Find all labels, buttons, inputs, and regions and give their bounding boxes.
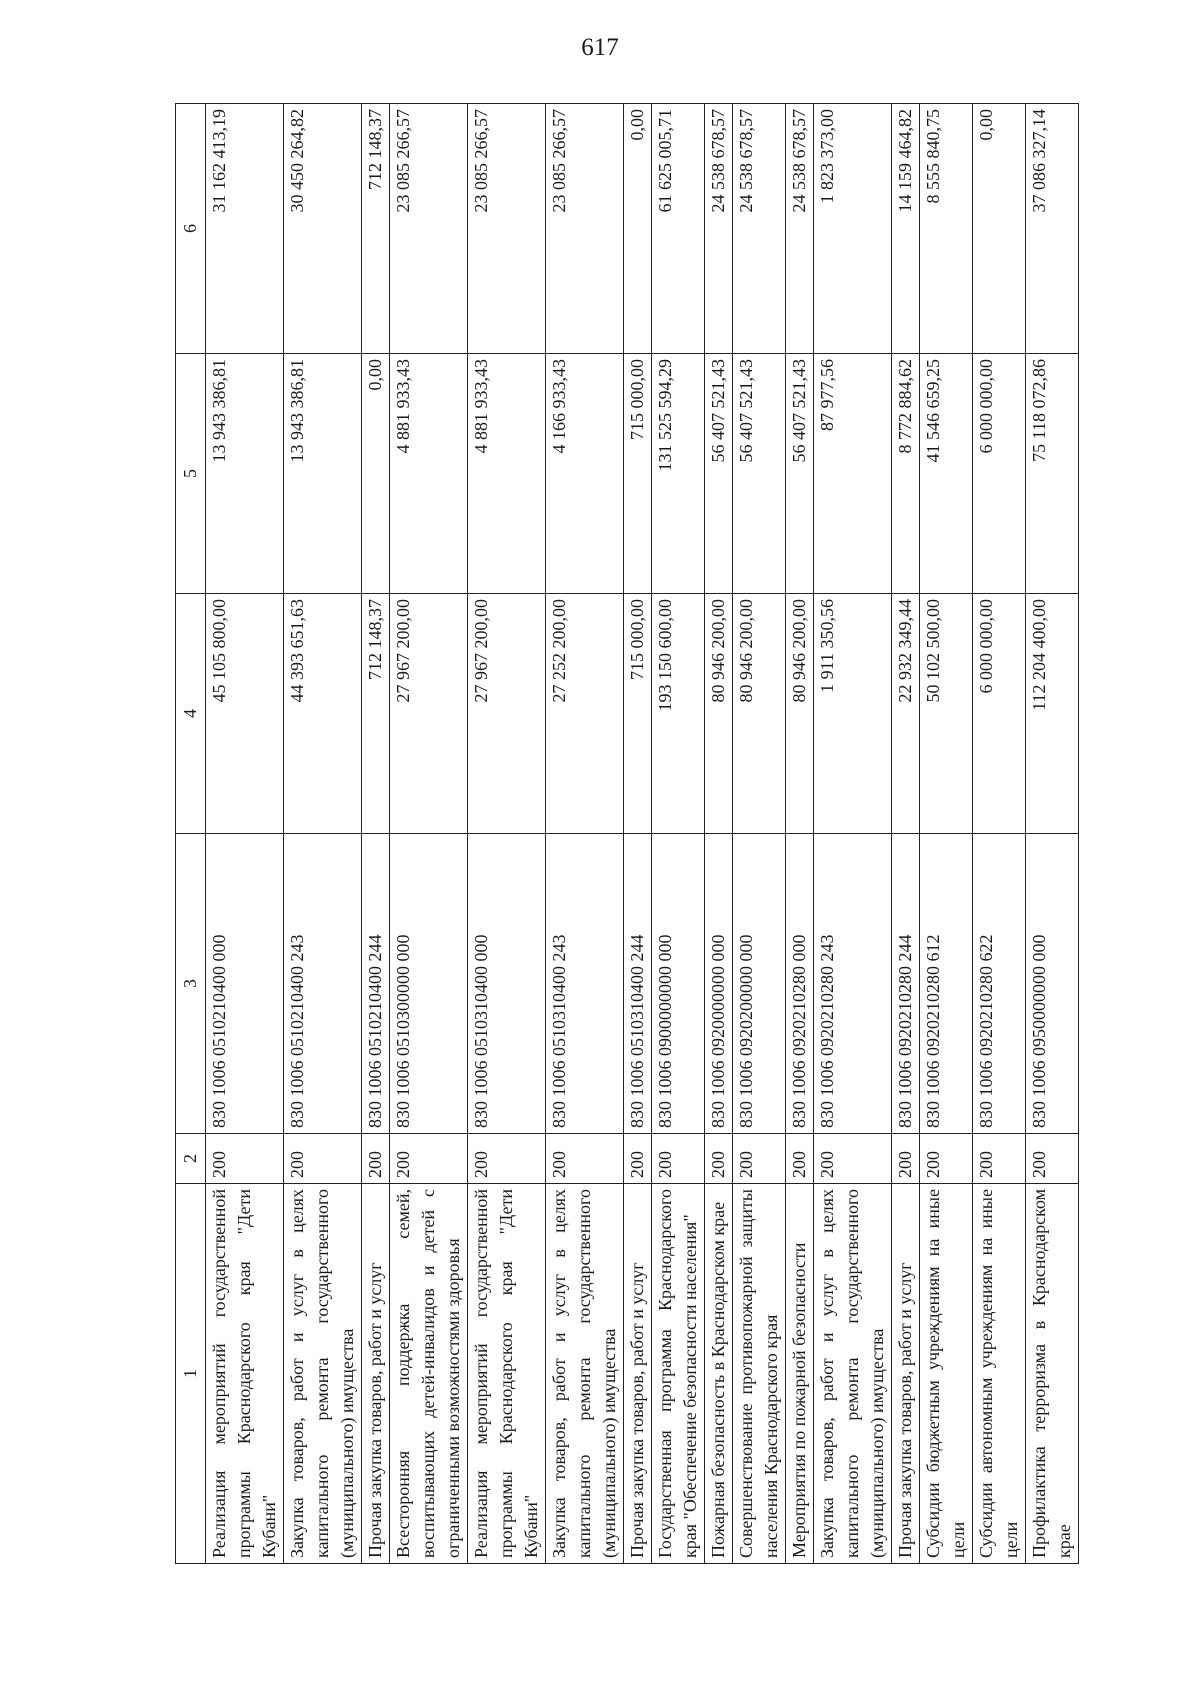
row-executed-cell: 4 166 933,43 xyxy=(546,354,624,594)
row-code-cell: 830 1006 0920000000 000 xyxy=(705,834,733,1134)
table-row xyxy=(206,104,284,1564)
row-executed-cell: 41 546 659,25 xyxy=(920,354,973,594)
table-row xyxy=(920,104,973,1564)
row-executed-cell: 75 118 072,86 xyxy=(1026,354,1079,594)
row-remaining-cell: 30 450 264,82 xyxy=(284,104,362,354)
row-code-cell: 830 1006 0950000000 000 xyxy=(1026,834,1079,1134)
row-approved-cell: 193 150 600,00 xyxy=(652,594,705,834)
row-approved-cell: 6 000 000,00 xyxy=(973,594,1026,834)
table-body xyxy=(206,104,1079,1564)
table-row xyxy=(733,104,786,1564)
row-approved-cell: 45 105 800,00 xyxy=(206,594,284,834)
row-code-cell: 830 1006 0920210280 612 xyxy=(920,834,973,1134)
row-approved-cell: 27 252 200,00 xyxy=(546,594,624,834)
row-approved-cell: 22 932 349,44 xyxy=(892,594,920,834)
header-cell: 5 xyxy=(176,354,206,594)
row-section-cell: 200 xyxy=(468,1134,546,1184)
row-approved-cell: 27 967 200,00 xyxy=(468,594,546,834)
row-approved-cell: 44 393 651,63 xyxy=(284,594,362,834)
row-remaining-cell: 61 625 005,71 xyxy=(652,104,705,354)
row-name-cell: Субсидии бюджетным учреждениям на иные цели xyxy=(920,1184,973,1564)
table-row xyxy=(390,104,468,1564)
row-section-cell: 200 xyxy=(546,1134,624,1184)
row-remaining-cell: 24 538 678,57 xyxy=(733,104,786,354)
row-executed-cell: 6 000 000,00 xyxy=(973,354,1026,594)
row-executed-cell: 0,00 xyxy=(362,354,390,594)
row-section-cell: 200 xyxy=(624,1134,652,1184)
row-remaining-cell: 0,00 xyxy=(973,104,1026,354)
row-approved-cell: 50 102 500,00 xyxy=(920,594,973,834)
row-remaining-cell: 24 538 678,57 xyxy=(705,104,733,354)
row-section-cell: 200 xyxy=(892,1134,920,1184)
row-name-cell: Прочая закупка товаров, работ и услуг xyxy=(362,1184,390,1564)
header-cell: 3 xyxy=(176,834,206,1134)
row-executed-cell: 56 407 521,43 xyxy=(705,354,733,594)
table-row xyxy=(973,104,1026,1564)
row-section-cell: 200 xyxy=(284,1134,362,1184)
table-row xyxy=(652,104,705,1564)
row-approved-cell: 80 946 200,00 xyxy=(733,594,786,834)
row-remaining-cell: 37 086 327,14 xyxy=(1026,104,1079,354)
row-name-cell: Субсидии автономным учреждениям на иные цели xyxy=(973,1184,1026,1564)
row-approved-cell: 715 000,00 xyxy=(624,594,652,834)
row-remaining-cell: 31 162 413,19 xyxy=(206,104,284,354)
row-code-cell: 830 1006 0920210280 622 xyxy=(973,834,1026,1134)
row-remaining-cell: 14 159 464,82 xyxy=(892,104,920,354)
table-row xyxy=(362,104,390,1564)
row-remaining-cell: 0,00 xyxy=(624,104,652,354)
row-remaining-cell: 23 085 266,57 xyxy=(390,104,468,354)
row-name-cell: Закупка товаров, работ и услуг в целях капитального ремонта государственного (муниципального) имущества xyxy=(814,1184,892,1564)
header-cell: 2 xyxy=(176,1134,206,1184)
row-name-cell: Мероприятия по пожарной безопасности xyxy=(786,1184,814,1564)
row-section-cell: 200 xyxy=(652,1134,705,1184)
header-row xyxy=(176,104,206,1564)
row-code-cell: 830 1006 0510310400 244 xyxy=(624,834,652,1134)
row-section-cell: 200 xyxy=(786,1134,814,1184)
row-code-cell: 830 1006 0920210280 243 xyxy=(814,834,892,1134)
row-executed-cell: 13 943 386,81 xyxy=(206,354,284,594)
table-row xyxy=(705,104,733,1564)
table-row xyxy=(892,104,920,1564)
row-code-cell: 830 1006 0920210280 000 xyxy=(786,834,814,1134)
row-executed-cell: 4 881 933,43 xyxy=(390,354,468,594)
row-remaining-cell: 8 555 840,75 xyxy=(920,104,973,354)
row-name-cell: Прочая закупка товаров, работ и услуг xyxy=(892,1184,920,1564)
row-remaining-cell: 23 085 266,57 xyxy=(468,104,546,354)
row-executed-cell: 4 881 933,43 xyxy=(468,354,546,594)
table-row xyxy=(814,104,892,1564)
row-section-cell: 200 xyxy=(1026,1134,1079,1184)
row-section-cell: 200 xyxy=(920,1134,973,1184)
row-section-cell: 200 xyxy=(733,1134,786,1184)
row-section-cell: 200 xyxy=(206,1134,284,1184)
row-name-cell: Государственная программа Краснодарского края "Обеспечение безопасности населения" xyxy=(652,1184,705,1564)
row-executed-cell: 131 525 594,29 xyxy=(652,354,705,594)
header-cell: 6 xyxy=(176,104,206,354)
row-approved-cell: 80 946 200,00 xyxy=(786,594,814,834)
row-code-cell: 830 1006 0920200000 000 xyxy=(733,834,786,1134)
row-approved-cell: 112 204 400,00 xyxy=(1026,594,1079,834)
row-remaining-cell: 24 538 678,57 xyxy=(786,104,814,354)
table-row xyxy=(1026,104,1079,1564)
table-row xyxy=(786,104,814,1564)
rotated-table-container xyxy=(175,104,1101,1564)
row-remaining-cell: 1 823 373,00 xyxy=(814,104,892,354)
row-section-cell: 200 xyxy=(362,1134,390,1184)
row-code-cell: 830 1006 0510210400 000 xyxy=(206,834,284,1134)
budget-table xyxy=(175,103,1079,1564)
row-code-cell: 830 1006 0920210280 244 xyxy=(892,834,920,1134)
row-section-cell: 200 xyxy=(390,1134,468,1184)
table-row xyxy=(284,104,362,1564)
row-name-cell: Всесторонняя поддержка семей, воспитывающих детей-инвалидов и детей с ограниченными возможностями здоровья xyxy=(390,1184,468,1564)
row-approved-cell: 712 148,37 xyxy=(362,594,390,834)
row-remaining-cell: 712 148,37 xyxy=(362,104,390,354)
row-code-cell: 830 1006 0510310400 000 xyxy=(468,834,546,1134)
row-code-cell: 830 1006 0510300000 000 xyxy=(390,834,468,1134)
row-name-cell: Закупка товаров, работ и услуг в целях капитального ремонта государственного (муниципального) имущества xyxy=(546,1184,624,1564)
header-cell: 4 xyxy=(176,594,206,834)
row-name-cell: Реализация мероприятий государственной программы Краснодарского края "Дети Кубани" xyxy=(468,1184,546,1564)
row-approved-cell: 80 946 200,00 xyxy=(705,594,733,834)
row-approved-cell: 1 911 350,56 xyxy=(814,594,892,834)
row-name-cell: Закупка товаров, работ и услуг в целях капитального ремонта государственного (муниципального) имущества xyxy=(284,1184,362,1564)
table-row xyxy=(624,104,652,1564)
row-executed-cell: 56 407 521,43 xyxy=(733,354,786,594)
table-row xyxy=(546,104,624,1564)
row-remaining-cell: 23 085 266,57 xyxy=(546,104,624,354)
page-number: 617 xyxy=(581,34,619,61)
row-approved-cell: 27 967 200,00 xyxy=(390,594,468,834)
row-executed-cell: 87 977,56 xyxy=(814,354,892,594)
row-name-cell: Совершенствование противопожарной защиты населения Краснодарского края xyxy=(733,1184,786,1564)
header-cell: 1 xyxy=(176,1184,206,1564)
table-row xyxy=(468,104,546,1564)
row-name-cell: Прочая закупка товаров, работ и услуг xyxy=(624,1184,652,1564)
row-code-cell: 830 1006 0510210400 243 xyxy=(284,834,362,1134)
row-code-cell: 830 1006 0510210400 244 xyxy=(362,834,390,1134)
row-executed-cell: 56 407 521,43 xyxy=(786,354,814,594)
row-section-cell: 200 xyxy=(814,1134,892,1184)
row-executed-cell: 13 943 386,81 xyxy=(284,354,362,594)
row-name-cell: Реализация мероприятий государственной программы Краснодарского края "Дети Кубани" xyxy=(206,1184,284,1564)
row-code-cell: 830 1006 0900000000 000 xyxy=(652,834,705,1134)
row-code-cell: 830 1006 0510310400 243 xyxy=(546,834,624,1134)
row-name-cell: Профилактика терроризма в Краснодарском крае xyxy=(1026,1184,1079,1564)
row-section-cell: 200 xyxy=(973,1134,1026,1184)
row-executed-cell: 8 772 884,62 xyxy=(892,354,920,594)
row-section-cell: 200 xyxy=(705,1134,733,1184)
row-name-cell: Пожарная безопасность в Краснодарском крае xyxy=(705,1184,733,1564)
row-executed-cell: 715 000,00 xyxy=(624,354,652,594)
